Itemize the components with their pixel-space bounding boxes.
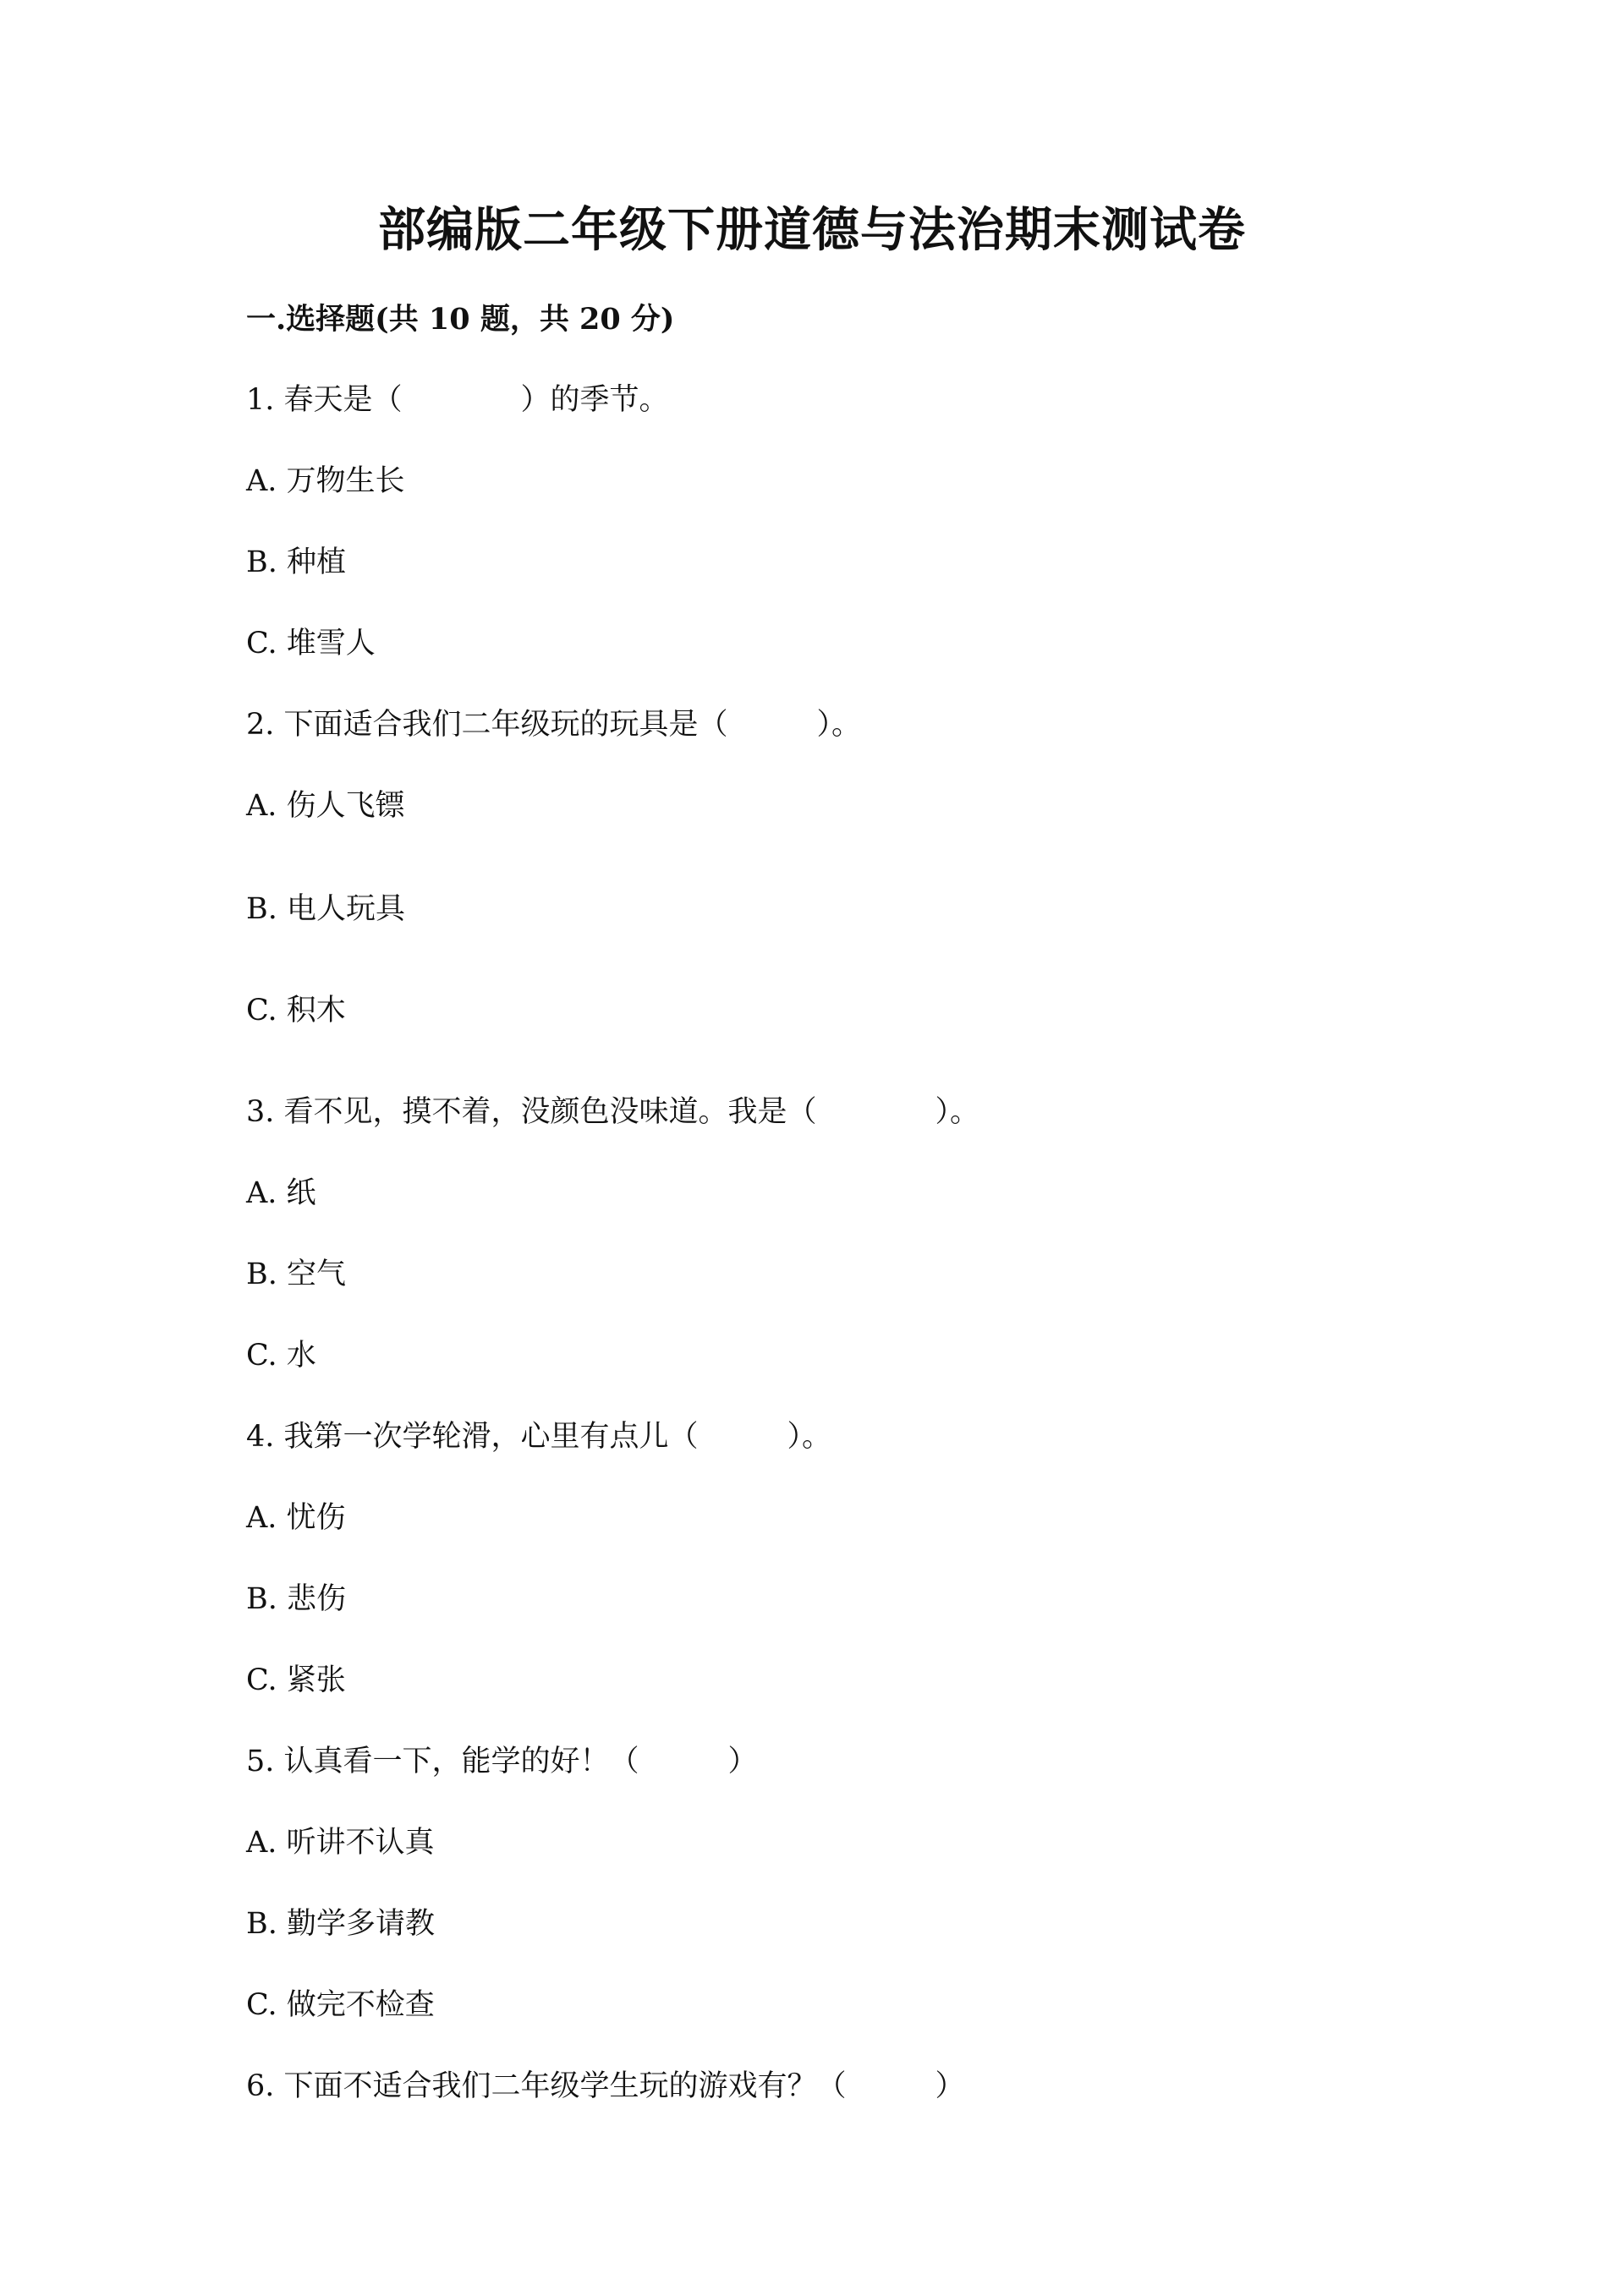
answer-option: C. 紧张 [246,1663,346,1697]
answer-option: C. 做完不检查 [246,1988,435,2022]
answer-option: A. 忧伤 [246,1501,346,1535]
question-stem: 5. 认真看一下，能学的好！（ ） [246,1745,758,1778]
question-stem: 4. 我第一次学轮滑，心里有点儿（ ）。 [246,1420,832,1454]
answer-option: A. 纸 [246,1176,316,1210]
answer-option: C. 堆雪人 [246,627,376,660]
answer-option: C. 水 [246,1339,316,1373]
question-stem: 6. 下面不适合我们二年级学生玩的游戏有？（ ） [246,2069,965,2103]
section-heading: 一.选择题(共 10 题，共 20 分) [246,302,675,337]
answer-option: B. 电人玩具 [246,892,405,926]
page-title: 部编版二年级下册道德与法治期末测试卷 [378,202,1246,258]
question-stem: 2. 下面适合我们二年级玩的玩具是（ ）。 [246,708,862,742]
answer-option: B. 种植 [246,545,346,579]
answer-option: B. 勤学多请教 [246,1907,435,1941]
question-stem: 3. 看不见，摸不着，没颜色没味道。我是（ ）。 [246,1095,980,1129]
answer-option: A. 万物生长 [246,464,405,498]
answer-option: B. 空气 [246,1258,346,1291]
answer-option: B. 悲伤 [246,1582,346,1616]
answer-option: C. 积木 [246,994,346,1027]
question-stem: 1. 春天是（ ）的季节。 [246,383,669,417]
answer-option: A. 伤人飞镖 [246,789,405,823]
answer-option: A. 听讲不认真 [246,1826,435,1860]
